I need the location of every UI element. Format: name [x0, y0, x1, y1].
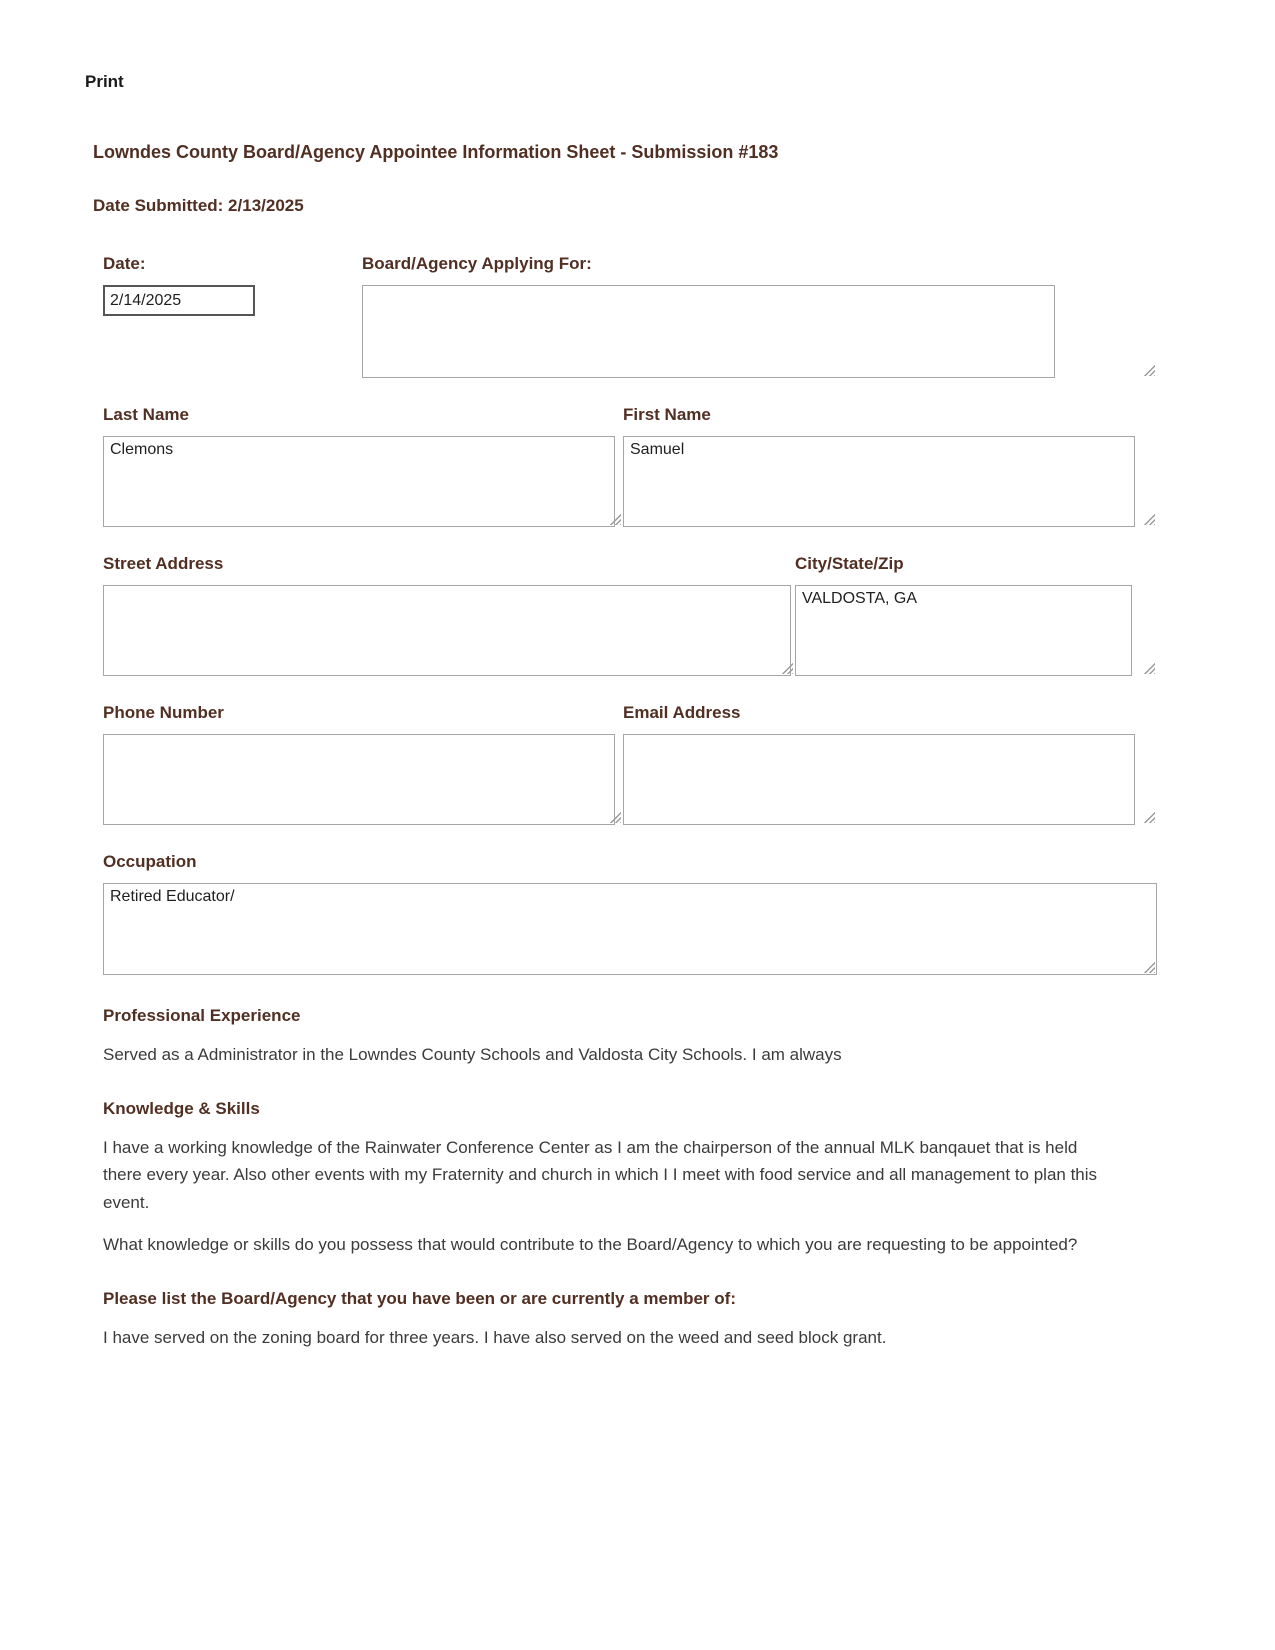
row-names [103, 405, 1157, 527]
page-title: Lowndes County Board/Agency Appointee Information Sheet - Submission #183 [93, 142, 779, 162]
field-date [103, 254, 362, 316]
field-board-agency [362, 254, 1157, 378]
phone-number-label: Phone Number [103, 703, 224, 722]
field-street-address [103, 554, 795, 676]
field-last-name [103, 405, 623, 527]
field-city-state-zip [795, 554, 1157, 676]
board-agency-textarea[interactable] [362, 285, 1055, 378]
street-address-textarea[interactable] [103, 585, 791, 676]
board-membership-heading: Please list the Board/Agency that you have been or are currently a member of: [103, 1288, 736, 1308]
professional-experience-text: Served as a Administrator in the Lowndes County Schools and Valdosta City Schools. I am always [103, 1045, 842, 1064]
resize-grip-icon[interactable] [1143, 513, 1155, 525]
professional-experience-heading: Professional Experience [103, 1006, 301, 1025]
last-name-label: Last Name [103, 405, 189, 424]
street-address-label: Street Address [103, 554, 224, 573]
knowledge-skills-paragraph-1: I have a working knowledge of the Rainwater Conference Center as I am the chairperson of the annual MLK banqauet that is held there every year. Also other events with my Fraternity and church in which I I meet with food service and all management to plan this event. [103, 1138, 1098, 1212]
city-state-zip-label: City/State/Zip [795, 554, 904, 573]
section-knowledge-skills [103, 1099, 1113, 1258]
date-submitted-text: Date Submitted: 2/13/2025 [93, 196, 304, 215]
occupation-textarea[interactable] [103, 883, 1157, 975]
last-name-textarea[interactable] [103, 436, 615, 527]
row-address [103, 554, 1157, 676]
phone-number-textarea[interactable] [103, 734, 615, 825]
board-agency-label: Board/Agency Applying For: [362, 254, 592, 273]
field-first-name [623, 405, 1157, 527]
field-phone-number [103, 703, 623, 825]
date-input[interactable] [103, 285, 255, 316]
board-membership-text: I have served on the zoning board for three years. I have also served on the weed and seed block grant. [103, 1327, 887, 1347]
field-occupation [103, 852, 1157, 975]
print-label: Print [85, 72, 124, 91]
date-label: Date: [103, 254, 146, 273]
section-professional-experience [103, 1006, 1113, 1068]
occupation-label: Occupation [103, 852, 197, 871]
resize-grip-icon[interactable] [1143, 662, 1155, 674]
knowledge-skills-paragraph-2: What knowledge or skills do you possess that would contribute to the Board/Agency to which you are requesting to be appointed? [103, 1234, 1078, 1254]
first-name-textarea[interactable] [623, 436, 1135, 527]
row-contact [103, 703, 1157, 825]
field-email-address [623, 703, 1157, 825]
knowledge-skills-heading: Knowledge & Skills [103, 1099, 260, 1119]
first-name-label: First Name [623, 405, 711, 424]
email-address-textarea[interactable] [623, 734, 1135, 825]
section-board-membership [103, 1289, 1113, 1351]
form-area [103, 254, 1157, 975]
city-state-zip-textarea[interactable] [795, 585, 1132, 676]
row-date-board [103, 254, 1157, 378]
resize-grip-icon[interactable] [1143, 811, 1155, 823]
resize-grip-icon[interactable] [1143, 364, 1155, 376]
email-address-label: Email Address [623, 703, 741, 722]
